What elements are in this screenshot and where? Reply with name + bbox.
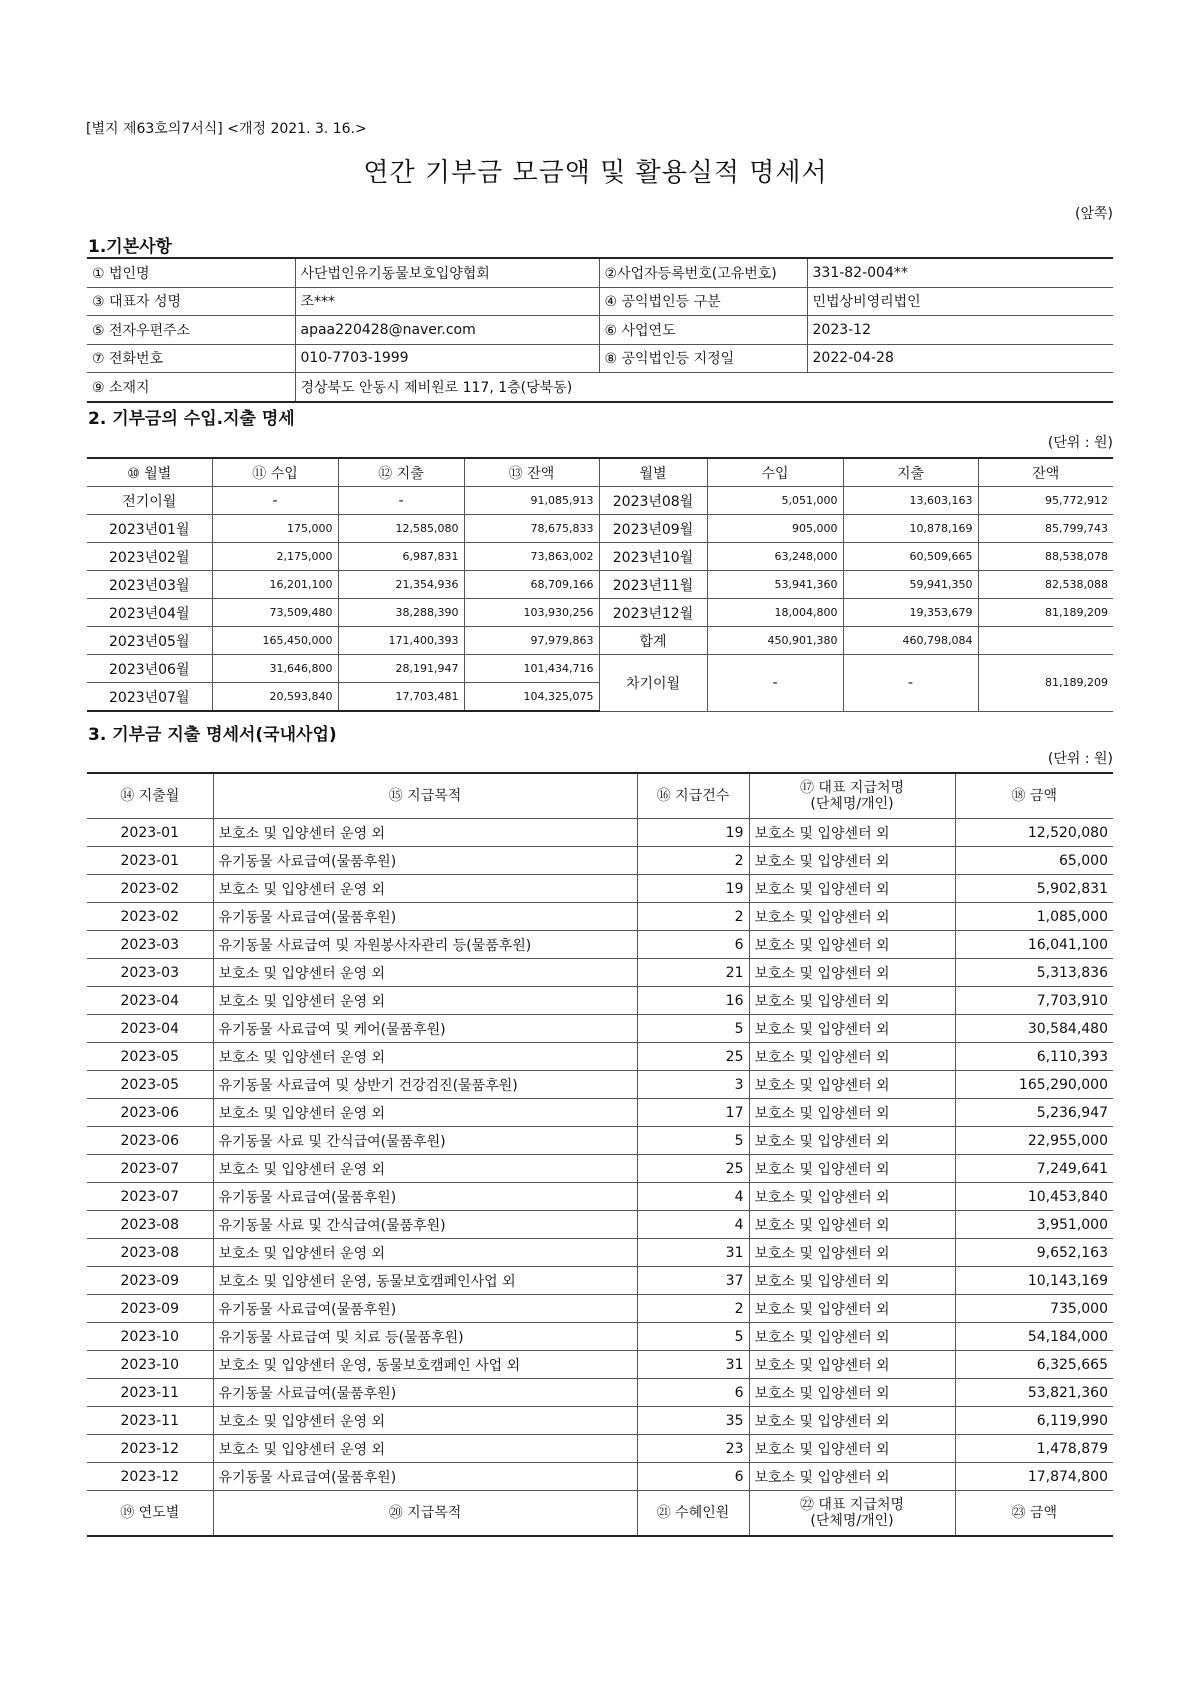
column-header: ㉒ 대표 지급처명 (단체명/개인): [749, 1491, 955, 1537]
month-cell: 2023년03월: [87, 571, 212, 599]
amount-cell: 60,509,665: [843, 543, 978, 571]
month-cell: 2023-11: [87, 1407, 213, 1435]
amount-cell: 13,603,163: [843, 487, 978, 515]
purpose-cell: 유기동물 사료급여(물품후원): [213, 903, 637, 931]
month-cell: 2023-09: [87, 1295, 213, 1323]
amount-cell: 38,288,390: [338, 599, 464, 627]
amount-cell: 30,584,480: [955, 1015, 1113, 1043]
section2-unit: (단위 : 원): [1047, 435, 1113, 451]
amount-cell: 65,000: [955, 847, 1113, 875]
section3-title: 3. 기부금 지출 명세서(국내사업): [88, 725, 337, 745]
count-cell: 17: [637, 1099, 749, 1127]
recipient-cell: 보호소 및 입양센터 외: [749, 1211, 955, 1239]
amount-cell: 5,051,000: [707, 487, 843, 515]
recipient-cell: 보호소 및 입양센터 외: [749, 1155, 955, 1183]
table-row: [87, 515, 1113, 543]
recipient-cell: 보호소 및 입양센터 외: [749, 931, 955, 959]
count-cell: 19: [637, 875, 749, 903]
table-row: [87, 1043, 1113, 1071]
amount-cell: 7,703,910: [955, 987, 1113, 1015]
count-cell: 6: [637, 931, 749, 959]
month-cell: 합계: [599, 627, 707, 655]
month-cell: 2023년04월: [87, 599, 212, 627]
amount-cell: 104,325,075: [464, 683, 599, 712]
table-row: [87, 1099, 1113, 1127]
table-row: [87, 655, 1113, 683]
month-cell: 2023-12: [87, 1463, 213, 1491]
month-cell: 2023-04: [87, 1015, 213, 1043]
amount-cell: 22,955,000: [955, 1127, 1113, 1155]
amount-cell: 19,353,679: [843, 599, 978, 627]
purpose-cell: 유기동물 사료급여 및 자원봉사자관리 등(물품후원): [213, 931, 637, 959]
amount-cell: 1,478,879: [955, 1435, 1113, 1463]
month-cell: 2023-10: [87, 1351, 213, 1379]
purpose-cell: 보호소 및 입양센터 운영 외: [213, 875, 637, 903]
info-value: 사단법인유기동물보호입양협회: [295, 258, 599, 287]
month-cell: 2023년11월: [599, 571, 707, 599]
purpose-cell: 보호소 및 입양센터 운영 외: [213, 1239, 637, 1267]
amount-cell: 97,979,863: [464, 627, 599, 655]
recipient-cell: 보호소 및 입양센터 외: [749, 1435, 955, 1463]
info-value: 조***: [295, 287, 599, 316]
purpose-cell: 유기동물 사료급여 및 치료 등(물품후원): [213, 1323, 637, 1351]
recipient-cell: 보호소 및 입양센터 외: [749, 847, 955, 875]
purpose-cell: 보호소 및 입양센터 운영 외: [213, 1155, 637, 1183]
info-label: ⑤ 전자우편주소: [87, 316, 295, 345]
count-cell: 21: [637, 959, 749, 987]
table-row: [87, 1239, 1113, 1267]
count-cell: 5: [637, 1127, 749, 1155]
info-value: 331-82-004**: [807, 258, 1113, 287]
amount-cell: 7,249,641: [955, 1155, 1113, 1183]
table-row: [87, 487, 1113, 515]
amount-cell: 68,709,166: [464, 571, 599, 599]
column-header: ⑯ 지급건수: [637, 773, 749, 819]
month-cell: 2023년01월: [87, 515, 212, 543]
amount-cell: 63,248,000: [707, 543, 843, 571]
amount-cell: 905,000: [707, 515, 843, 543]
table-row: [87, 1435, 1113, 1463]
purpose-cell: 유기동물 사료급여(물품후원): [213, 847, 637, 875]
amount-cell: 5,902,831: [955, 875, 1113, 903]
count-cell: 2: [637, 847, 749, 875]
amount-cell: 95,772,912: [978, 487, 1113, 515]
table-row: [87, 1071, 1113, 1099]
info-label: ④ 공익법인등 구분: [599, 287, 807, 316]
table-row: [87, 543, 1113, 571]
table-row: [87, 1155, 1113, 1183]
column-header: 수입: [707, 458, 843, 487]
recipient-cell: 보호소 및 입양센터 외: [749, 987, 955, 1015]
table-row: [87, 1407, 1113, 1435]
month-cell: 2023년05월: [87, 627, 212, 655]
info-label: ⑨ 소재지: [87, 373, 295, 402]
amount-cell: 73,863,002: [464, 543, 599, 571]
count-cell: 2: [637, 903, 749, 931]
column-header: 지출: [843, 458, 978, 487]
month-cell: 2023-06: [87, 1127, 213, 1155]
month-cell: 2023-01: [87, 819, 213, 847]
recipient-cell: 보호소 및 입양센터 외: [749, 1127, 955, 1155]
count-cell: 2: [637, 1295, 749, 1323]
count-cell: 31: [637, 1239, 749, 1267]
purpose-cell: 보호소 및 입양센터 운영 외: [213, 1099, 637, 1127]
table-row: [87, 1183, 1113, 1211]
amount-cell: 165,290,000: [955, 1071, 1113, 1099]
amount-cell: -: [843, 655, 978, 712]
month-cell: 2023-10: [87, 1323, 213, 1351]
amount-cell: 12,520,080: [955, 819, 1113, 847]
info-value: 경상북도 안동시 제비원로 117, 1층(당북동): [295, 373, 1113, 402]
info-label: ⑧ 공익법인등 지정일: [599, 344, 807, 373]
recipient-cell: 보호소 및 입양센터 외: [749, 1071, 955, 1099]
table-row: [87, 1211, 1113, 1239]
page-title: 연간 기부금 모금액 및 활용실적 명세서: [363, 158, 828, 188]
table-row: [87, 1267, 1113, 1295]
recipient-cell: 보호소 및 입양센터 외: [749, 1183, 955, 1211]
amount-cell: 31,646,800: [212, 655, 338, 683]
month-cell: 2023-11: [87, 1379, 213, 1407]
amount-cell: 91,085,913: [464, 487, 599, 515]
count-cell: 16: [637, 987, 749, 1015]
count-cell: 23: [637, 1435, 749, 1463]
amount-cell: -: [707, 655, 843, 712]
month-cell: 2023년08월: [599, 487, 707, 515]
amount-cell: 20,593,840: [212, 683, 338, 712]
column-header: ⑱ 금액: [955, 773, 1113, 819]
column-header: ㉓ 금액: [955, 1491, 1113, 1537]
amount-cell: 5,236,947: [955, 1099, 1113, 1127]
column-header: 월별: [599, 458, 707, 487]
recipient-cell: 보호소 및 입양센터 외: [749, 819, 955, 847]
table-row: [87, 875, 1113, 903]
column-header: ⑫ 지출: [338, 458, 464, 487]
count-cell: 25: [637, 1043, 749, 1071]
amount-cell: 175,000: [212, 515, 338, 543]
recipient-cell: 보호소 및 입양센터 외: [749, 1099, 955, 1127]
info-row: [87, 316, 1113, 345]
count-cell: 5: [637, 1015, 749, 1043]
amount-cell: 18,004,800: [707, 599, 843, 627]
section2-title: 2. 기부금의 수입.지출 명세: [88, 409, 295, 429]
table-row: [87, 571, 1113, 599]
month-cell: 2023-12: [87, 1435, 213, 1463]
amount-cell: 10,878,169: [843, 515, 978, 543]
count-cell: 6: [637, 1463, 749, 1491]
column-header: ⑲ 연도별: [87, 1491, 213, 1537]
purpose-cell: 유기동물 사료급여 및 케어(물품후원): [213, 1015, 637, 1043]
amount-cell: 88,538,078: [978, 543, 1113, 571]
column-header: ⑬ 잔액: [464, 458, 599, 487]
amount-cell: 85,799,743: [978, 515, 1113, 543]
purpose-cell: 유기동물 사료급여(물품후원): [213, 1183, 637, 1211]
header-row: [87, 458, 1113, 487]
month-cell: 2023-01: [87, 847, 213, 875]
amount-cell: -: [338, 487, 464, 515]
recipient-cell: 보호소 및 입양센터 외: [749, 1239, 955, 1267]
info-row: [87, 373, 1113, 402]
amount-cell: 17,703,481: [338, 683, 464, 712]
amount-cell: 2,175,000: [212, 543, 338, 571]
table-row: [87, 1127, 1113, 1155]
recipient-cell: 보호소 및 입양센터 외: [749, 1295, 955, 1323]
count-cell: 3: [637, 1071, 749, 1099]
count-cell: 5: [637, 1323, 749, 1351]
purpose-cell: 보호소 및 입양센터 운영 외: [213, 987, 637, 1015]
count-cell: 37: [637, 1267, 749, 1295]
amount-cell: 59,941,350: [843, 571, 978, 599]
recipient-cell: 보호소 및 입양센터 외: [749, 1015, 955, 1043]
recipient-cell: 보호소 및 입양센터 외: [749, 1463, 955, 1491]
recipient-cell: 보호소 및 입양센터 외: [749, 875, 955, 903]
table-row: [87, 819, 1113, 847]
month-cell: 2023-02: [87, 903, 213, 931]
amount-cell: -: [212, 487, 338, 515]
header-row: [87, 1491, 1113, 1537]
amount-cell: 17,874,800: [955, 1463, 1113, 1491]
recipient-cell: 보호소 및 입양센터 외: [749, 1323, 955, 1351]
count-cell: 19: [637, 819, 749, 847]
info-value: 2023-12: [807, 316, 1113, 345]
column-header: ⑰ 대표 지급처명 (단체명/개인): [749, 773, 955, 819]
amount-cell: 460,798,084: [843, 627, 978, 655]
info-label: ① 법인명: [87, 258, 295, 287]
info-value: 010-7703-1999: [295, 344, 599, 373]
amount-cell: 53,821,360: [955, 1379, 1113, 1407]
month-cell: 2023년10월: [599, 543, 707, 571]
column-header: ⑪ 수입: [212, 458, 338, 487]
amount-cell: 16,201,100: [212, 571, 338, 599]
amount-cell: 171,400,393: [338, 627, 464, 655]
column-header: ⑳ 지급목적: [213, 1491, 637, 1537]
month-cell: 2023-08: [87, 1211, 213, 1239]
section1-title: 1.기본사항: [88, 237, 172, 257]
column-header: ⑩ 월별: [87, 458, 212, 487]
table-row: [87, 987, 1113, 1015]
info-label: ⑥ 사업연도: [599, 316, 807, 345]
table-row: [87, 847, 1113, 875]
month-cell: 2023-03: [87, 959, 213, 987]
basic-info-table: [87, 257, 1113, 403]
recipient-cell: 보호소 및 입양센터 외: [749, 1043, 955, 1071]
purpose-cell: 보호소 및 입양센터 운영 외: [213, 1435, 637, 1463]
donation-expense-table: [87, 772, 1113, 1537]
amount-cell: 6,325,665: [955, 1351, 1113, 1379]
amount-cell: 9,652,163: [955, 1239, 1113, 1267]
info-value: 2022-04-28: [807, 344, 1113, 373]
amount-cell: 101,434,716: [464, 655, 599, 683]
purpose-cell: 유기동물 사료급여(물품후원): [213, 1379, 637, 1407]
month-cell: 2023년12월: [599, 599, 707, 627]
month-cell: 2023-09: [87, 1267, 213, 1295]
purpose-cell: 보호소 및 입양센터 운영 외: [213, 1407, 637, 1435]
month-cell: 2023년06월: [87, 655, 212, 683]
count-cell: 25: [637, 1155, 749, 1183]
month-cell: 2023-07: [87, 1183, 213, 1211]
amount-cell: [978, 627, 1113, 655]
form-identifier: [별지 제63호의7서식] <개정 2021. 3. 16.>: [86, 121, 367, 137]
amount-cell: 73,509,480: [212, 599, 338, 627]
purpose-cell: 유기동물 사료급여(물품후원): [213, 1295, 637, 1323]
page-side-label: (앞쪽): [1075, 206, 1113, 222]
table-row: [87, 1323, 1113, 1351]
info-label: ③ 대표자 성명: [87, 287, 295, 316]
month-cell: 2023-07: [87, 1155, 213, 1183]
count-cell: 4: [637, 1211, 749, 1239]
section3-unit: (단위 : 원): [1047, 751, 1113, 767]
amount-cell: 6,119,990: [955, 1407, 1113, 1435]
info-label: ⑦ 전화번호: [87, 344, 295, 373]
purpose-cell: 보호소 및 입양센터 운영, 동물보호캠페인사업 외: [213, 1267, 637, 1295]
amount-cell: 6,110,393: [955, 1043, 1113, 1071]
amount-cell: 450,901,380: [707, 627, 843, 655]
amount-cell: 1,085,000: [955, 903, 1113, 931]
info-value: 민법상비영리법인: [807, 287, 1113, 316]
column-header: ⑮ 지급목적: [213, 773, 637, 819]
amount-cell: 16,041,100: [955, 931, 1113, 959]
month-cell: 2023-06: [87, 1099, 213, 1127]
income-expense-table: [87, 457, 1113, 712]
info-row: [87, 258, 1113, 287]
info-row: [87, 287, 1113, 316]
amount-cell: 10,453,840: [955, 1183, 1113, 1211]
month-cell: 2023-04: [87, 987, 213, 1015]
month-cell: 2023년07월: [87, 683, 212, 712]
count-cell: 35: [637, 1407, 749, 1435]
month-cell: 2023-02: [87, 875, 213, 903]
recipient-cell: 보호소 및 입양센터 외: [749, 959, 955, 987]
month-cell: 2023-03: [87, 931, 213, 959]
purpose-cell: 보호소 및 입양센터 운영, 동물보호캠페인 사업 외: [213, 1351, 637, 1379]
count-cell: 4: [637, 1183, 749, 1211]
recipient-cell: 보호소 및 입양센터 외: [749, 1351, 955, 1379]
amount-cell: 28,191,947: [338, 655, 464, 683]
purpose-cell: 유기동물 사료 및 간식급여(물품후원): [213, 1211, 637, 1239]
count-cell: 31: [637, 1351, 749, 1379]
table-row: [87, 931, 1113, 959]
recipient-cell: 보호소 및 입양센터 외: [749, 1407, 955, 1435]
table-row: [87, 1463, 1113, 1491]
amount-cell: 82,538,088: [978, 571, 1113, 599]
amount-cell: 12,585,080: [338, 515, 464, 543]
amount-cell: 10,143,169: [955, 1267, 1113, 1295]
purpose-cell: 보호소 및 입양센터 운영 외: [213, 959, 637, 987]
month-cell: 전기이월: [87, 487, 212, 515]
purpose-cell: 유기동물 사료급여 및 상반기 건강검진(물품후원): [213, 1071, 637, 1099]
info-row: [87, 344, 1113, 373]
amount-cell: 165,450,000: [212, 627, 338, 655]
recipient-cell: 보호소 및 입양센터 외: [749, 903, 955, 931]
table-row: [87, 903, 1113, 931]
month-cell: 차기이월: [599, 655, 707, 712]
column-header: ⑭ 지출월: [87, 773, 213, 819]
amount-cell: 103,930,256: [464, 599, 599, 627]
table-row: [87, 1295, 1113, 1323]
recipient-cell: 보호소 및 입양센터 외: [749, 1379, 955, 1407]
amount-cell: 53,941,360: [707, 571, 843, 599]
table-row: [87, 1379, 1113, 1407]
month-cell: 2023-08: [87, 1239, 213, 1267]
amount-cell: 6,987,831: [338, 543, 464, 571]
month-cell: 2023년02월: [87, 543, 212, 571]
purpose-cell: 유기동물 사료 및 간식급여(물품후원): [213, 1127, 637, 1155]
amount-cell: 78,675,833: [464, 515, 599, 543]
amount-cell: 735,000: [955, 1295, 1113, 1323]
purpose-cell: 유기동물 사료급여(물품후원): [213, 1463, 637, 1491]
month-cell: 2023년09월: [599, 515, 707, 543]
month-cell: 2023-05: [87, 1071, 213, 1099]
header-row: [87, 773, 1113, 819]
amount-cell: 21,354,936: [338, 571, 464, 599]
column-header: 잔액: [978, 458, 1113, 487]
amount-cell: 81,189,209: [978, 599, 1113, 627]
table-row: [87, 959, 1113, 987]
amount-cell: 3,951,000: [955, 1211, 1113, 1239]
purpose-cell: 보호소 및 입양센터 운영 외: [213, 1043, 637, 1071]
table-row: [87, 1015, 1113, 1043]
recipient-cell: 보호소 및 입양센터 외: [749, 1267, 955, 1295]
count-cell: 6: [637, 1379, 749, 1407]
month-cell: 2023-05: [87, 1043, 213, 1071]
info-value: apaa220428@naver.com: [295, 316, 599, 345]
table-row: [87, 599, 1113, 627]
amount-cell: 54,184,000: [955, 1323, 1113, 1351]
column-header: ㉑ 수혜인원: [637, 1491, 749, 1537]
table-row: [87, 1351, 1113, 1379]
table-row: [87, 627, 1113, 655]
amount-cell: 5,313,836: [955, 959, 1113, 987]
info-label: ②사업자등록번호(고유번호): [599, 258, 807, 287]
amount-cell: 81,189,209: [978, 655, 1113, 712]
purpose-cell: 보호소 및 입양센터 운영 외: [213, 819, 637, 847]
